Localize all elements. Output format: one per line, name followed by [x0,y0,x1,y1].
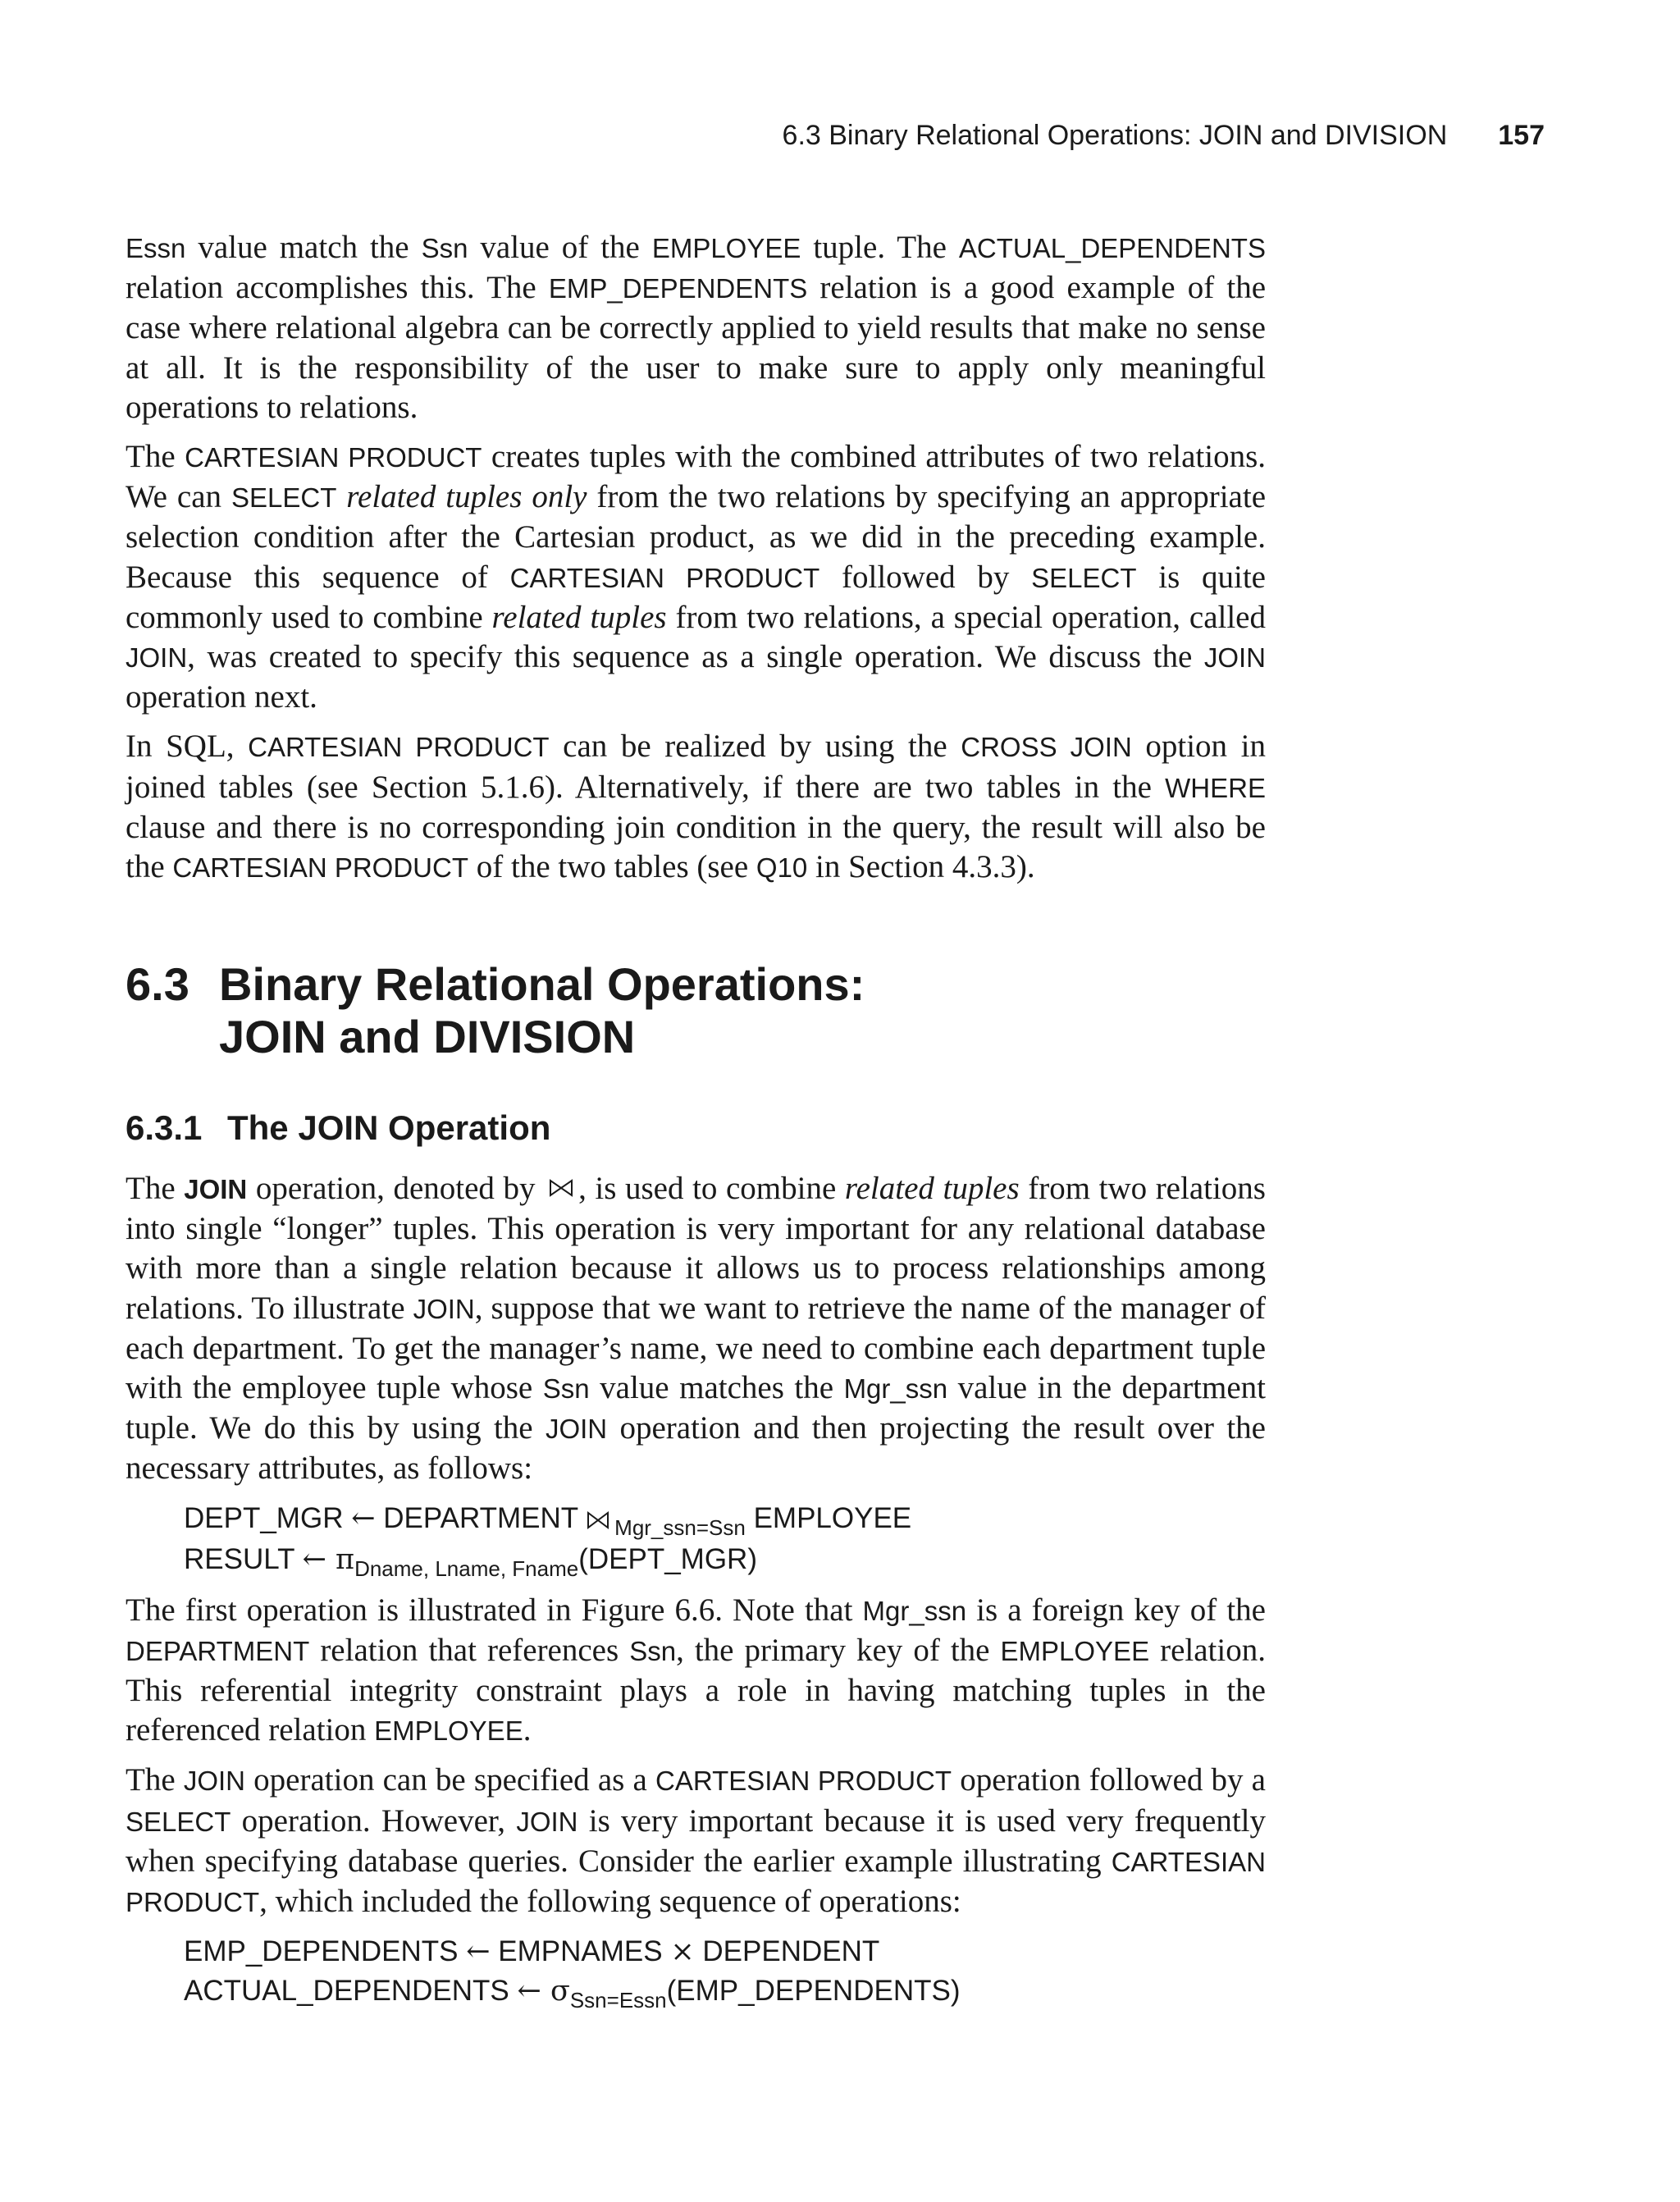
term: CARTESIAN PRODUCT [126,1846,1266,1918]
term: CROSS JOIN [961,732,1132,763]
equation-line [184,1932,1266,1971]
text: , which included the following sequence of operations: [259,1884,961,1920]
text: , suppose that we want to retrieve the name of the manager of each department. To get the manager’s name, we need to combine each department tuple with the employee tuple whose [126,1290,1266,1406]
page-number: 157 [1498,120,1545,151]
term: CARTESIAN PRODUCT [248,732,550,763]
join-bowtie-icon [587,1501,609,1540]
text: operation can be specified as a [244,1762,656,1798]
term-employee: EMPLOYEE [651,233,801,263]
text: relation accomplishes this. The [126,270,549,306]
section-heading [126,958,865,1063]
text: The first operation is illustrated in Figure 6.6. Note that [126,1592,863,1628]
equation-block-1 [126,1499,1266,1579]
text: , the primary key of the [676,1632,1001,1668]
running-head [783,120,1545,152]
term: DEPARTMENT [126,1635,310,1666]
body-text-top [126,228,1266,898]
join-condition: Mgr_ssn=Ssn [614,1514,746,1540]
text: , is used to combine [578,1171,845,1206]
text: The [126,1762,184,1798]
text: clause and there is no corresponding join condition in the query, the result will also be the [126,809,1266,885]
equation-line [184,1499,1266,1540]
text: value in the department tuple. We do this by using the [126,1370,1266,1446]
equation-block-2 [126,1932,1266,2011]
left-arrow-symbol: ← [466,1935,491,1969]
text: value matches the [589,1370,844,1406]
selection-condition: Ssn=Essn [569,1988,667,2013]
projection-list: Dname, Lname, Fname [354,1556,579,1581]
text: operation, denoted by [247,1171,545,1206]
eq-text: DEPT_MGR [184,1501,352,1534]
term-join: JOIN [184,1174,248,1204]
term-essn: Essn [126,233,186,263]
sigma-symbol: σ [541,1975,570,2008]
term-ssn: Ssn [421,233,468,263]
paragraph-1 [126,228,1266,427]
paragraph-4 [126,1167,1266,1489]
text: of the two tables (see [468,849,756,885]
emphasis: related tuples only [346,479,587,515]
join-bowtie-icon [549,1167,573,1207]
eq-text: DEPARTMENT [375,1501,579,1534]
times-symbol: × [670,1935,695,1969]
paragraph-2 [126,437,1266,717]
text: followed by [819,559,1032,595]
term: JOIN [545,1414,608,1445]
eq-text: DEPENDENT [694,1935,880,1968]
emphasis: related tuples [491,599,667,635]
term: EMPLOYEE [1000,1635,1150,1666]
text: is very important because it is used very frequently when specifying database queries. Consider the earlier example illustrating [126,1802,1266,1879]
eq-text: EMPNAMES [490,1935,671,1968]
text: value of the [468,230,652,265]
text: In SQL, [126,729,249,765]
paragraph-6 [126,1761,1266,1922]
left-arrow-symbol: ← [351,1501,376,1535]
term-actual-dependents: ACTUAL_DEPENDENTS [958,233,1266,263]
equation-line [184,1540,1266,1579]
text: , was created to specify this sequence as a single operation. We discuss the [187,639,1204,675]
eq-text: RESULT [184,1542,303,1575]
running-head-title: 6.3 Binary Relational Operations: JOIN and DIVISION [782,120,1448,151]
term: CARTESIAN PRODUCT [509,562,820,593]
eq-text: EMP_DEPENDENTS [184,1935,467,1968]
text: from the two relations by specifying an appropriate selection condition after the Cartesian product, as we did in the preceding example. Because this sequence of [126,479,1267,595]
text: operation and then projecting the result over the necessary attributes, as follows: [126,1410,1266,1487]
section-title-line2: JOIN and DIVISION [219,1011,636,1062]
text: is quite commonly used to combine [126,559,1266,635]
text: option in joined tables (see Section 5.1.6). Alternatively, if there are two tables in the [126,729,1266,805]
text: creates tuples with the combined attributes of two relations. We can [126,439,1266,515]
equation-line [184,1971,1266,2011]
subsection-number: 6.3.1 [126,1108,203,1147]
pi-symbol: π [326,1542,355,1576]
term: JOIN [1203,642,1266,674]
text: relation is a good example of the case where relational algebra can be correctly applied to yield results that make no sense at all. It is the responsibility of the user to make sure to apply only meaningful operations to relations. [126,270,1266,425]
paragraph-5 [126,1591,1266,1752]
text: The [126,439,185,475]
text: relation that references [309,1632,630,1668]
paragraph-3 [126,727,1266,888]
term: CARTESIAN PRODUCT [185,442,482,473]
section-number: 6.3 [126,958,189,1010]
left-arrow-symbol: ← [302,1542,326,1576]
text: operation. However, [231,1802,517,1839]
subsection-title: The JOIN Operation [227,1108,551,1147]
text: operation next. [126,679,317,715]
term: JOIN [413,1293,475,1324]
text: from two relations into single “longer” tuples. This operation is very important for any relational database with more than a single relation because it allows us to process relationships among relations. To illustrate [126,1171,1266,1326]
text: can be realized by using the [549,729,961,765]
term: Ssn [629,1635,677,1666]
text: relation. This referential integrity constraint plays a role in having matching tuples in the referenced relation [126,1632,1266,1748]
term: Mgr_ssn [843,1373,948,1405]
eq-text: EMPLOYEE [745,1501,912,1534]
text: The [126,1171,185,1206]
term: SELECT [231,482,337,514]
eq-text: ACTUAL_DEPENDENTS [184,1975,518,2008]
term: Q10 [756,852,808,884]
text [336,479,346,514]
eq-text: (DEPT_MGR) [578,1542,757,1575]
term: EMPLOYEE [374,1715,523,1747]
body-text-bottom [126,1167,1266,2022]
text: from two relations, a special operation, called [666,599,1266,635]
term-emp-dependents: EMP_DEPENDENTS [548,273,808,304]
term: JOIN [516,1806,578,1837]
term: WHERE [1165,772,1266,803]
eq-text: (EMP_DEPENDENTS) [666,1975,961,2008]
term: CARTESIAN PRODUCT [172,852,469,884]
emphasis: related tuples [844,1171,1020,1206]
text: operation followed by a [952,1762,1266,1798]
term: SELECT [126,1806,231,1837]
text: is a foreign key of the [966,1592,1266,1628]
term: Ssn [542,1373,590,1405]
text: tuple. The [801,230,959,265]
text: . [523,1712,532,1748]
section-title-line1: Binary Relational Operations: [219,958,865,1010]
text: in Section 4.3.3). [807,849,1035,885]
term: Mgr_ssn [862,1595,967,1626]
term: CARTESIAN PRODUCT [655,1766,952,1797]
term: JOIN [183,1766,245,1797]
term: SELECT [1031,562,1137,593]
subsection-heading [126,1108,550,1149]
text: value match the [185,230,422,265]
term: JOIN [126,642,188,674]
left-arrow-symbol: ← [517,1975,541,2008]
